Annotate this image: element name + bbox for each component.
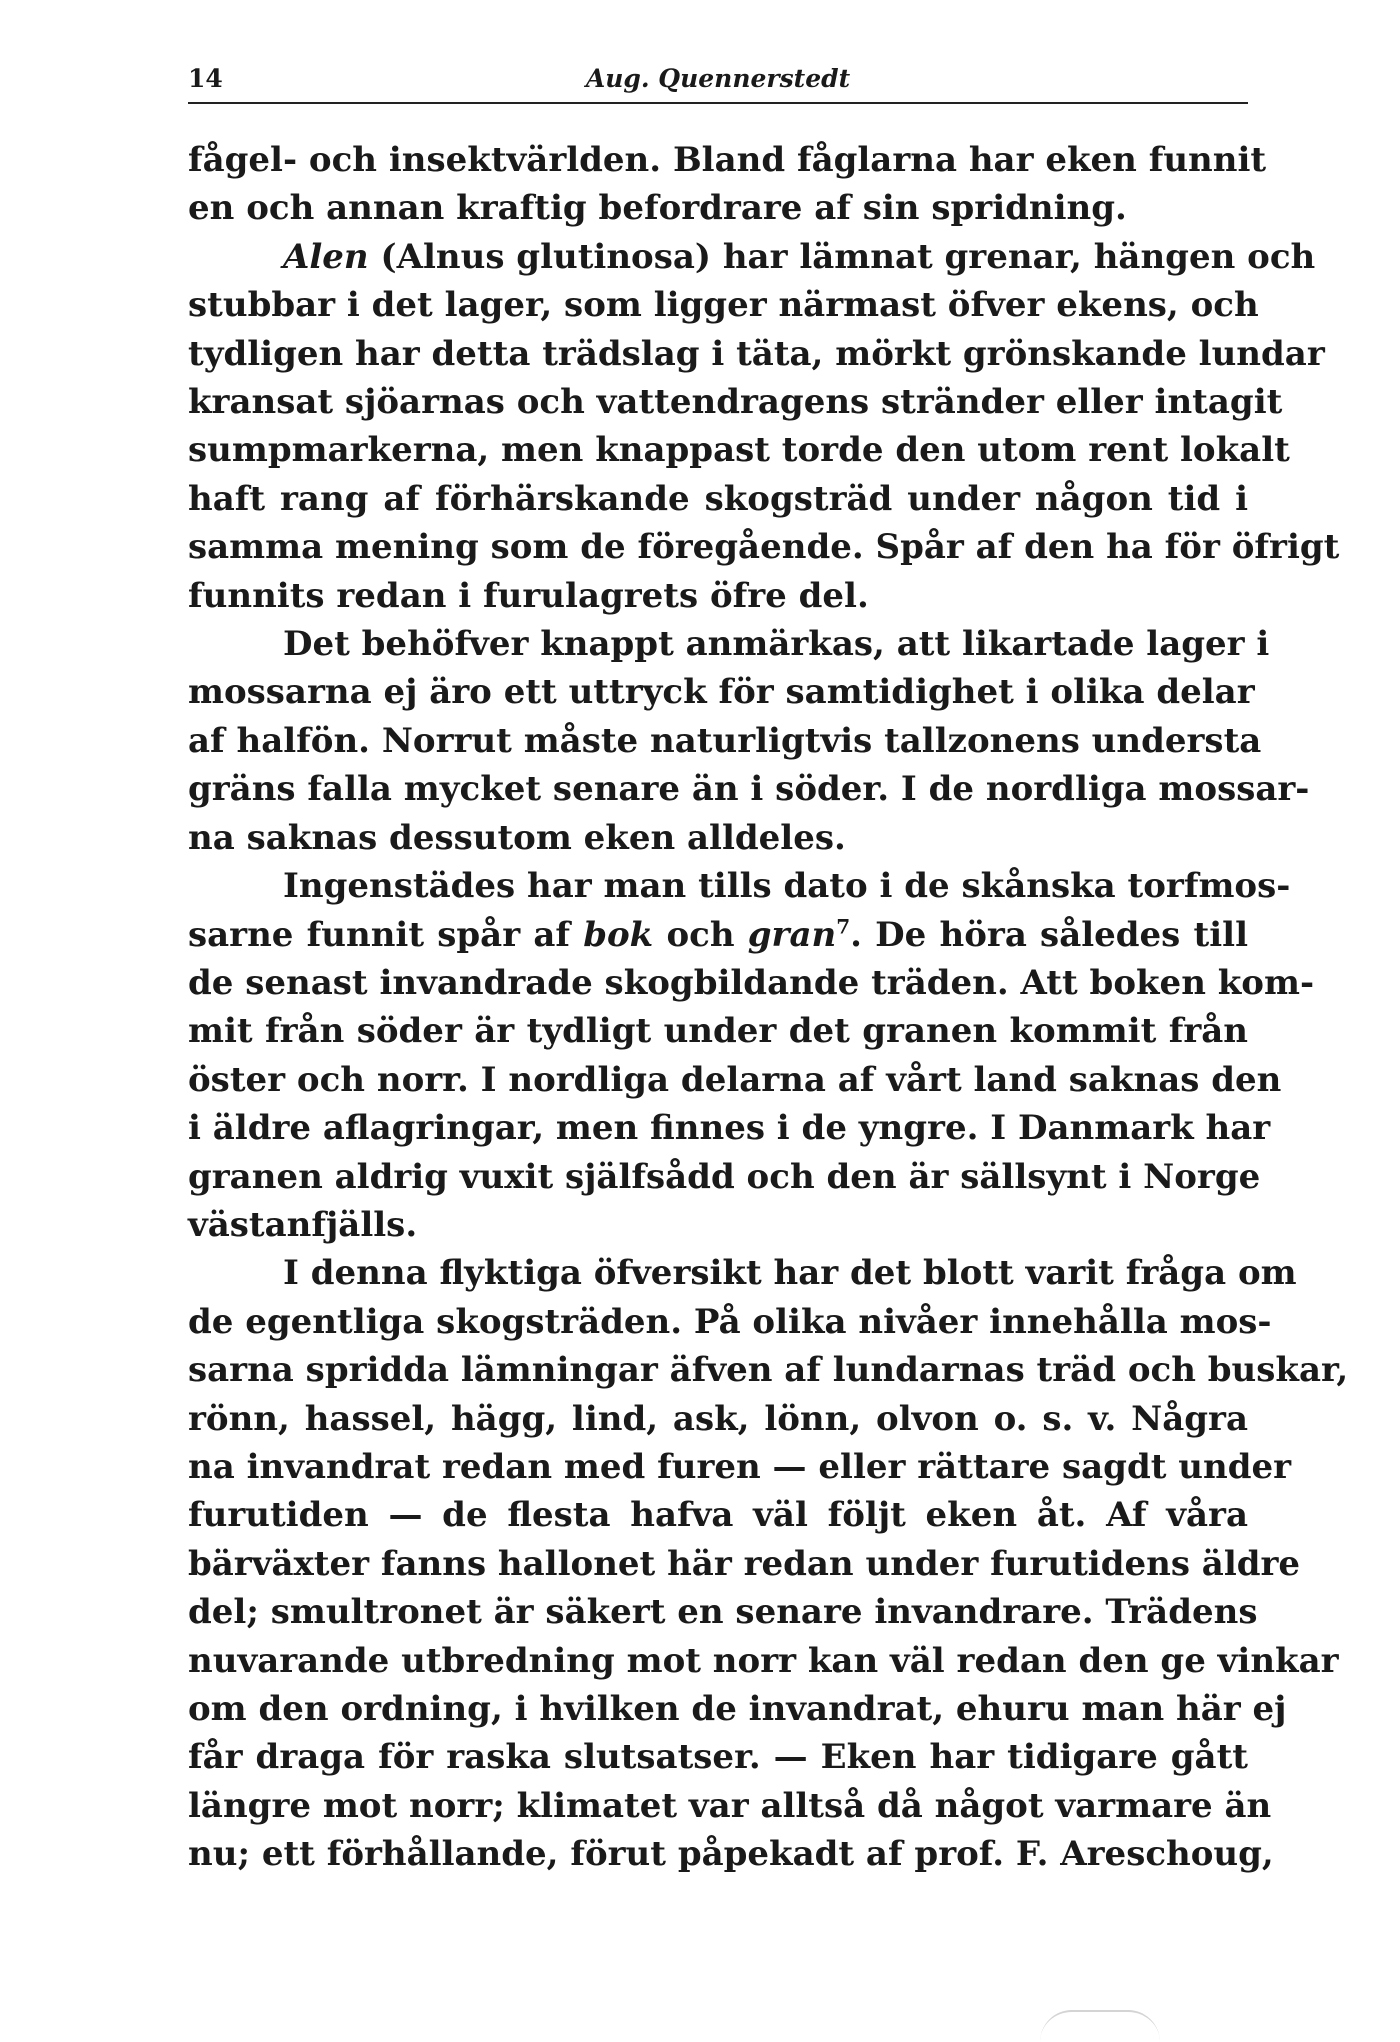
text-line: granen aldrig vuxit själfsådd och den är sällsynt i Norge	[188, 1156, 1261, 1197]
text-line: samma mening som de föregående. Spår af den ha för öfrigt	[188, 527, 1340, 568]
text-line	[188, 911, 1248, 959]
text-line: om den ordning, i hvilken de invandrat, ehuru man här ej	[188, 1689, 1287, 1729]
line-segment: och	[653, 914, 748, 955]
text-line: tydligen har detta trädslag i täta, mörkt grönskande lundar	[188, 333, 1325, 374]
text-line: mit från söder är tydligt under det granen kommit från	[188, 1011, 1248, 1052]
text-line: i äldre aflagringar, men finnes i de yngre. I Danmark har	[188, 1108, 1271, 1149]
text-line: kransat sjöarnas och vattendragens stränder eller intagit	[188, 382, 1283, 423]
text-line: nu; ett förhållande, förut påpekadt af prof. F. Areschoug,	[188, 1834, 1274, 1875]
text-line: af halfön. Norrut måste naturligtvis tallzonens understa	[188, 720, 1262, 761]
text-line: stubbar i det lager, som ligger närmast öfver ekens, och	[188, 285, 1259, 326]
text-line: I denna flyktiga öfversikt har det blott varit fråga om	[283, 1253, 1297, 1294]
text-line: na saknas dessutom eken alldeles.	[188, 817, 846, 858]
text-line: rönn, hassel, hägg, lind, ask, lönn, olvon o. s. v. Några	[188, 1398, 1248, 1439]
text-line: mossarna ej äro ett uttryck för samtidighet i olika delar	[188, 672, 1255, 713]
text-line: de egentliga skogsträden. På olika nivåer innehålla mos-	[188, 1301, 1272, 1342]
scan-artifact	[1040, 2010, 1160, 2042]
text-line: en och annan kraftig befordrare af sin spridning.	[188, 188, 1127, 229]
text-line: del; smultronet är säkert en senare invandrare. Trädens	[188, 1592, 1258, 1633]
text-line: Det behöfver knappt anmärkas, att likartade lager i	[283, 624, 1270, 665]
text-line	[188, 233, 1316, 281]
text-line: de senast invandrade skogbildande träden. Att boken kom-	[188, 962, 1315, 1003]
text-line: nuvarande utbredning mot norr kan väl redan den ge vinkar	[188, 1640, 1339, 1681]
line-segment: (Alnus glutinosa) har lämnat grenar, hängen och	[368, 236, 1316, 277]
italic-term: Alen	[283, 236, 369, 277]
text-line: sarna spridda lämningar äfven af lundarnas träd och buskar,	[188, 1350, 1349, 1391]
text-line: bärväxter fanns hallonet här redan under furutidens äldre	[188, 1543, 1301, 1584]
text-line: sumpmarkerna, men knappast torde den utom rent lokalt	[188, 430, 1290, 471]
line-segment: . De höra således till	[850, 914, 1248, 955]
italic-term: bok	[583, 914, 654, 955]
italic-term: gran	[747, 914, 837, 955]
text-line: na invandrat redan med furen — eller rättare sagdt under	[188, 1446, 1292, 1487]
page-header	[188, 62, 1248, 104]
body-text	[188, 136, 1349, 1879]
text-line: fågel- och insektvärlden. Bland fåglarna har eken funnit	[188, 140, 1267, 180]
text-line: får draga för raska slutsatser. — Eken har tidigare gått	[188, 1737, 1248, 1778]
text-line: längre mot norr; klimatet var alltså då något varmare än	[188, 1785, 1272, 1826]
page-number: 14	[188, 64, 223, 93]
text-line: öster och norr. I nordliga delarna af vårt land saknas den	[188, 1059, 1282, 1100]
text-line: haft rang af förhärskande skogsträd under någon tid i	[188, 478, 1248, 519]
text-line: gräns falla mycket senare än i söder. I de nordliga mossar-	[188, 769, 1310, 810]
text-line: furutiden — de flesta hafva väl följt eken åt. Af våra	[188, 1495, 1248, 1536]
text-line: funnits redan i furulagrets öfre del.	[188, 575, 869, 616]
text-line: Ingenstädes har man tills dato i de skånska torfmos-	[283, 866, 1291, 907]
running-head: Aug. Quennerstedt	[585, 64, 851, 93]
text-line: västanfjälls.	[188, 1204, 418, 1245]
footnote-marker: 7	[836, 914, 851, 939]
line-segment: sarne funnit spår af	[188, 914, 584, 955]
